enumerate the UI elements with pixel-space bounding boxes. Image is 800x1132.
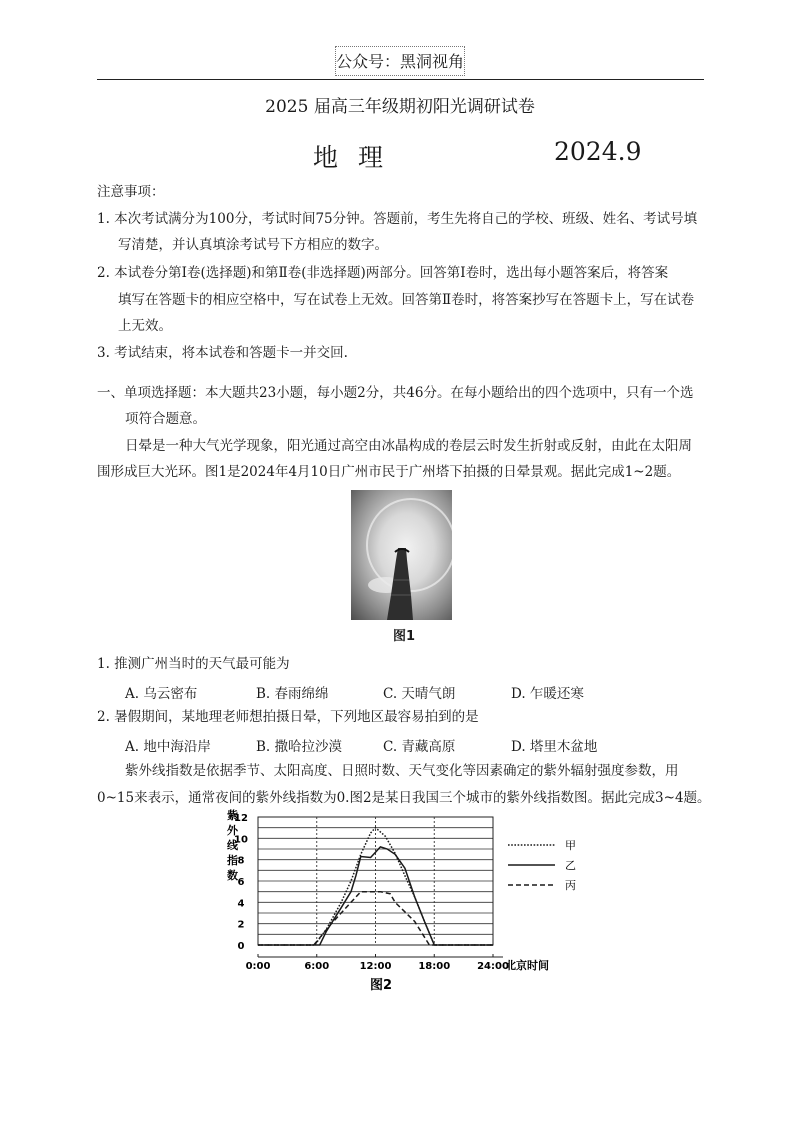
q2-option-d[interactable]: D. 塔里木盆地 — [511, 739, 598, 755]
notes-heading: 注意事项： — [97, 184, 165, 200]
exam-title: 2025 届高三年级期初阳光调研试卷 — [265, 97, 535, 117]
passage1-line-1: 日晕是一种大气光学现象，阳光通过高空由冰晶构成的卷层云时发生折射或反射，由此在太阳周 — [125, 438, 692, 454]
chart-legend — [508, 839, 576, 892]
figure2-caption: 图2 — [370, 978, 393, 993]
x-tick-label: 18:00 — [418, 961, 451, 972]
y-tick-labels — [234, 813, 248, 952]
passage2-line-1: 紫外线指数是依据季节、太阳高度、日照时数、天气变化等因素确定的紫外辐射强度参数，用 — [125, 763, 679, 779]
exam-date: 2024.9 — [554, 137, 642, 166]
section-line-2: 项符合题意。 — [125, 411, 206, 427]
y-axis-label-char: 紫 — [227, 809, 238, 822]
legend-label: 丙 — [565, 879, 576, 892]
q2-option-c[interactable]: C. 青藏高原 — [383, 739, 456, 755]
header-rule — [97, 79, 704, 80]
x-tick-labels — [246, 954, 509, 972]
note-2-line-3: 上无效。 — [118, 318, 172, 334]
y-tick-label: 2 — [237, 919, 245, 931]
y-axis-label-char: 外 — [227, 824, 238, 837]
halo-photo — [351, 490, 452, 620]
q1-option-b[interactable]: B. 春雨绵绵 — [256, 686, 329, 702]
x-tick-label: 24:00 — [477, 961, 509, 972]
q2-option-a[interactable]: A. 地中海沿岸 — [125, 739, 211, 755]
note-2-line-2: 填写在答题卡的相应空格中，写在试卷上无效。回答第Ⅱ卷时，将答案抄写在答题卡上，写在试卷 — [118, 292, 695, 308]
x-axis-label: 北京时间 — [505, 959, 549, 972]
chart-grid — [258, 817, 493, 945]
y-tick-label: 12 — [234, 813, 248, 824]
note-1-line-1: 1. 本次考试满分为100分，考试时间75分钟。答题前，考生先将自己的学校、班级、姓名、考试号填 — [97, 211, 698, 227]
x-tick-label: 0:00 — [245, 961, 271, 972]
legend-label: 甲 — [565, 839, 576, 852]
subject-title: 地理 — [313, 143, 404, 172]
y-axis-label-char: 线 — [227, 839, 238, 852]
y-axis-label-char: 数 — [227, 869, 238, 882]
note-3-line-1: 3. 考试结束，将本试卷和答题卡一并交回. — [97, 345, 348, 361]
note-2-line-1: 2. 本试卷分第Ⅰ卷(选择题)和第Ⅱ卷(非选择题)两部分。回答第Ⅰ卷时，选出每小题答案后，将答案 — [97, 265, 669, 281]
q2-stem: 2. 暑假期间，某地理老师想拍摄日晕，下列地区最容易拍到的是 — [97, 709, 479, 725]
watermark-text: 公众号：黑洞视角 — [335, 52, 464, 71]
x-tick-label: 6:00 — [304, 961, 330, 972]
q1-option-d[interactable]: D. 乍暖还寒 — [511, 686, 584, 702]
y-tick-label: 10 — [234, 834, 248, 846]
note-1-line-2: 写清楚，并认真填涂考试号下方相应的数字。 — [118, 237, 388, 253]
uv-index-chart — [210, 805, 590, 1000]
passage2-line-2: 0~15来表示，通常夜间的紫外线指数为0.图2是某日我国三个城市的紫外线指数图。据此完成3~4题。 — [97, 790, 711, 806]
passage1-line-2: 围形成巨大光环。图1是2024年4月10日广州市民于广州塔下拍摄的日晕景观。据此完成1~2题。 — [97, 464, 681, 480]
y-tick-label: 8 — [237, 855, 245, 867]
q1-stem: 1. 推测广州当时的天气最可能为 — [97, 656, 290, 672]
figure1-caption: 图1 — [393, 629, 416, 644]
x-tick-label: 12:00 — [359, 961, 392, 972]
section-line-1: 一、单项选择题：本大题共23小题，每小题2分，共46分。在每小题给出的四个选项中，只有一个选 — [97, 385, 694, 401]
y-axis-label-char: 指 — [227, 854, 238, 867]
y-tick-label: 0 — [237, 941, 245, 952]
q2-option-b[interactable]: B. 撒哈拉沙漠 — [256, 739, 343, 755]
canton-tower-icon — [351, 490, 452, 620]
legend-label: 乙 — [565, 859, 576, 872]
y-tick-label: 4 — [237, 898, 245, 910]
q1-option-a[interactable]: A. 乌云密布 — [125, 686, 198, 702]
q1-option-c[interactable]: C. 天晴气朗 — [383, 686, 456, 702]
y-tick-label: 6 — [237, 877, 245, 888]
